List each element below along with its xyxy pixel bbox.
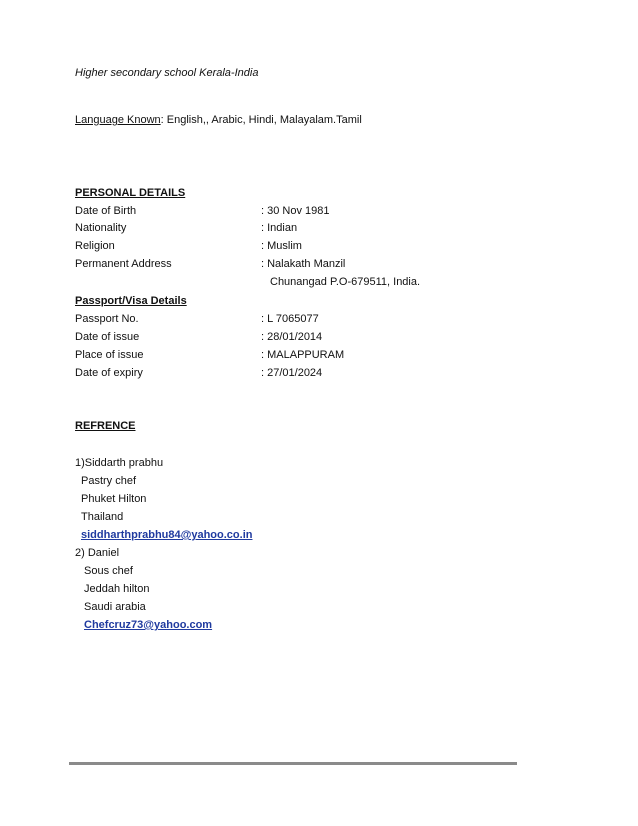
nationality-value: : Indian xyxy=(261,222,298,234)
ref2-country: Saudi arabia xyxy=(84,601,146,613)
ref1-name: 1)Siddarth prabhu xyxy=(75,457,164,469)
footer-divider xyxy=(69,762,517,765)
ref2-email-link[interactable]: Chefcruz73@yahoo.com xyxy=(84,619,213,631)
ref2-employer: Jeddah hilton xyxy=(84,583,150,595)
issue-date-label: Date of issue xyxy=(75,331,140,343)
address-label: Permanent Address xyxy=(75,258,172,270)
nationality-label: Nationality xyxy=(75,222,127,234)
issue-date-value: : 28/01/2014 xyxy=(261,331,323,343)
passport-no-label: Passport No. xyxy=(75,313,139,325)
address-value: : Nalakath Manzil xyxy=(261,258,346,270)
ref1-email-link[interactable]: siddharthprabhu84@yahoo.co.in xyxy=(81,529,253,541)
issue-place-value: : MALAPPURAM xyxy=(261,349,345,361)
languages-value: : English,, Arabic, Hindi, Malayalam.Tamil xyxy=(160,114,362,126)
dob-label: Date of Birth xyxy=(75,205,137,217)
religion-label: Religion xyxy=(75,240,115,252)
religion-value: : Muslim xyxy=(261,240,302,252)
ref1-title: Pastry chef xyxy=(81,475,137,487)
ref1-country: Thailand xyxy=(81,511,124,523)
education-line: Higher secondary school Kerala-India xyxy=(75,67,259,79)
issue-place-label: Place of issue xyxy=(75,349,144,361)
expiry-date-label: Date of expiry xyxy=(75,367,143,379)
personal-details-heading: PERSONAL DETAILS xyxy=(75,187,186,199)
reference-heading: REFRENCE xyxy=(75,420,136,432)
ref1-employer: Phuket Hilton xyxy=(81,493,147,505)
ref2-name: 2) Daniel xyxy=(75,547,120,559)
languages-line xyxy=(75,114,362,127)
passport-heading: Passport/Visa Details xyxy=(75,295,187,307)
expiry-date-value: : 27/01/2024 xyxy=(261,367,323,379)
address-line-2: Chunangad P.O-679511, India. xyxy=(270,276,421,288)
languages-label: Language Known xyxy=(75,114,161,126)
passport-no-value: : L 7065077 xyxy=(261,313,319,325)
dob-value: : 30 Nov 1981 xyxy=(261,205,330,217)
ref2-title: Sous chef xyxy=(84,565,133,577)
